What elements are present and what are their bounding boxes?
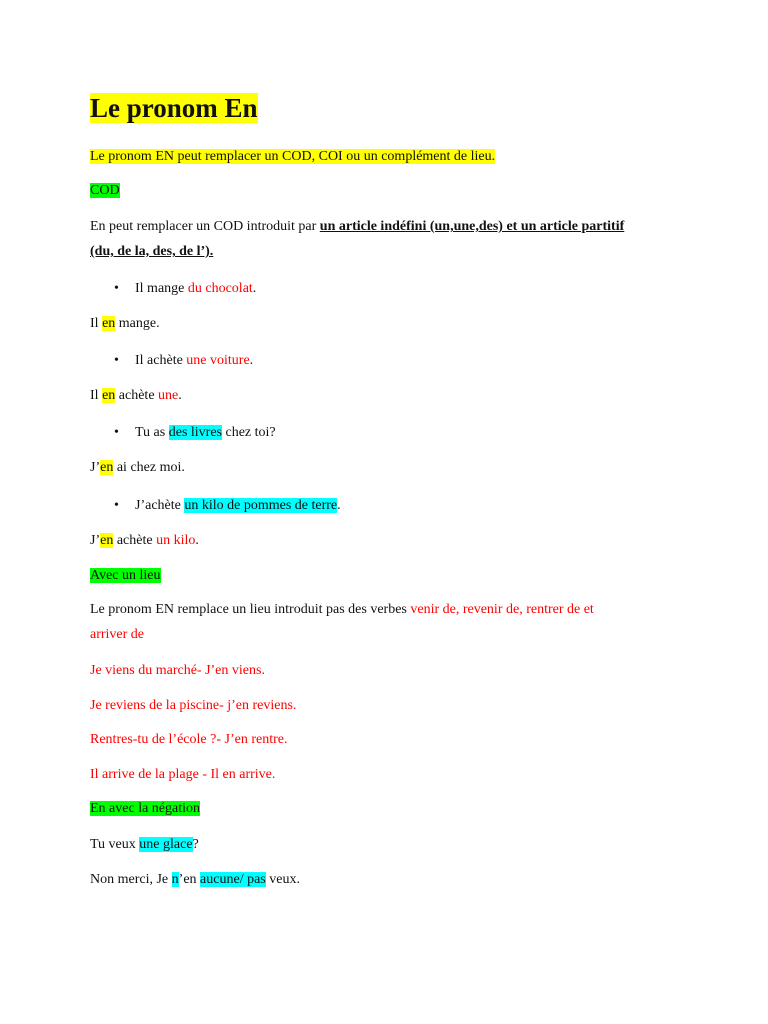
lieu-example-1: Je viens du marché- J’en viens. [90,663,265,678]
bullet-icon: • [114,353,119,368]
section-heading-lieu: Avec un lieu [90,568,161,583]
negation-question: Tu veux une glace? [90,837,199,852]
answer-line-1: Il en mange. [90,316,160,331]
intro-paragraph: Le pronom EN peut remplacer un COD, COI ou un complément de lieu. [90,149,496,164]
lieu-description-line-1: Le pronom EN remplace un lieu introduit pas des verbes venir de, revenir de, rentrer de et [90,602,594,617]
cod-description-line-2: (du, de la, des, de l’). [90,244,214,259]
bullet-icon: • [114,281,119,296]
example-bullet-3: Tu as des livres chez toi? [135,425,276,440]
lieu-description-line-2: arriver de [90,627,145,642]
bullet-icon: • [114,498,119,513]
answer-line-3: J’en ai chez moi. [90,460,185,475]
bullet-icon: • [114,425,119,440]
answer-line-4: J’en achète un kilo. [90,533,199,548]
cod-description-line-1: En peut remplacer un COD introduit par un article indéfini (un,une,des) et un article partitif [90,219,625,234]
page-title: Le pronom En [90,93,258,123]
example-bullet-4: J’achète un kilo de pommes de terre. [135,498,341,513]
answer-line-2: Il en achète une. [90,388,182,403]
section-heading-negation: En avec la négation [90,801,201,816]
lieu-example-3: Rentres-tu de l’école ?- J’en rentre. [90,732,288,747]
negation-answer: Non merci, Je n’en aucune/ pas veux. [90,872,300,887]
lieu-example-2: Je reviens de la piscine- j’en reviens. [90,698,297,713]
lieu-example-4: Il arrive de la plage - Il en arrive. [90,767,276,782]
example-bullet-2: Il achète une voiture. [135,353,254,368]
section-heading-cod: COD [90,183,120,198]
example-bullet-1: Il mange du chocolat. [135,281,257,296]
